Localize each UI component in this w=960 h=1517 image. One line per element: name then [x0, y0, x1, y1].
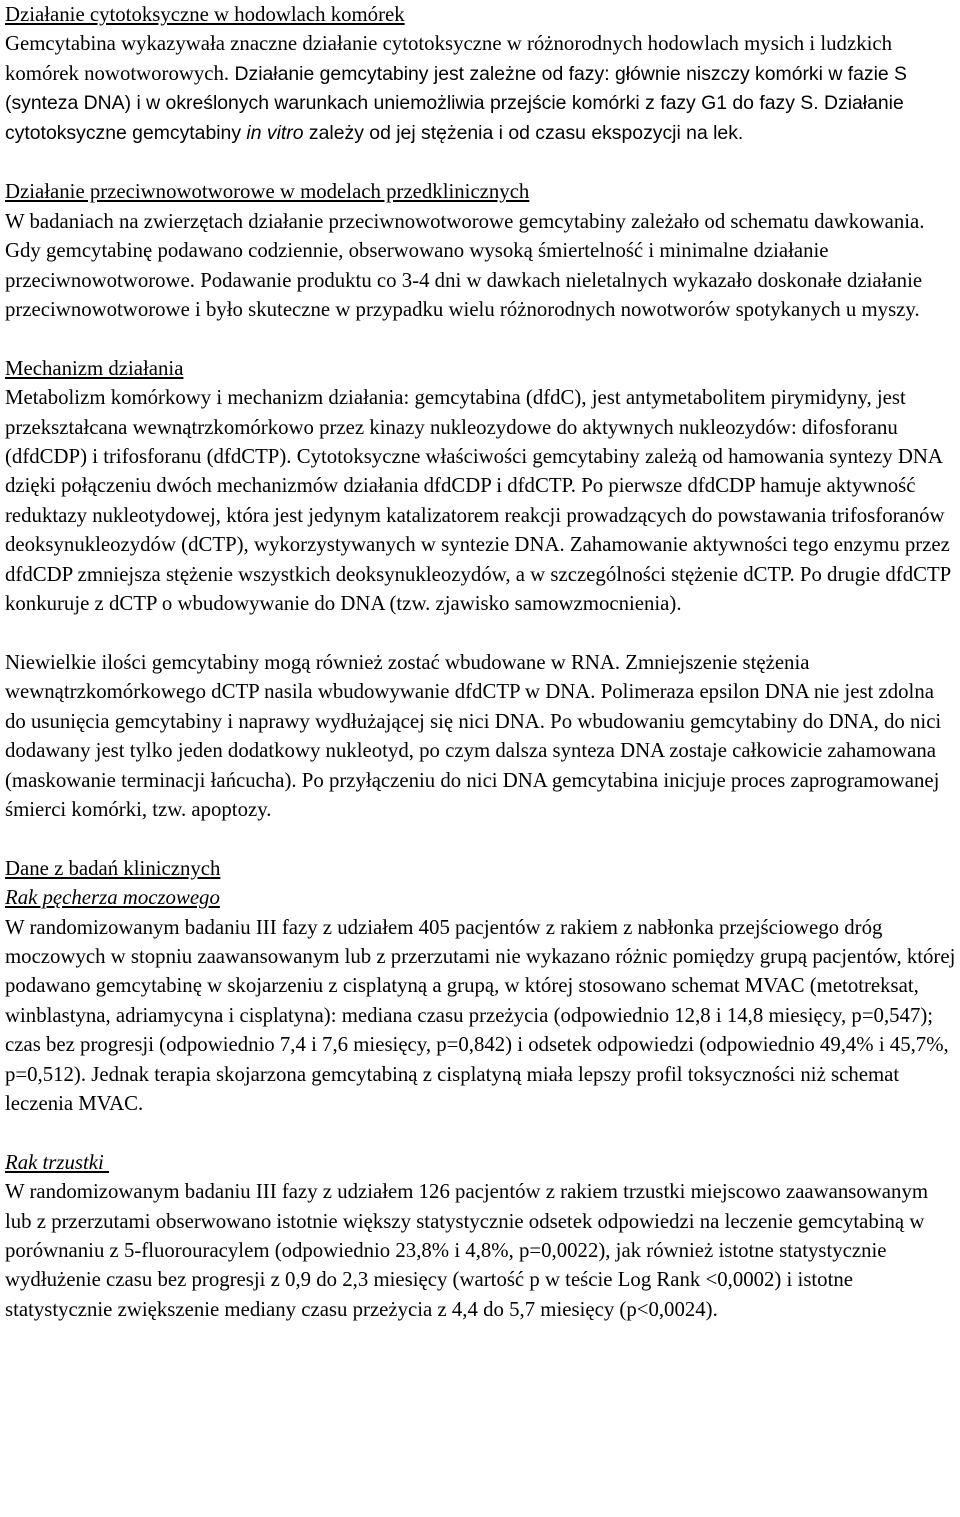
cytotoxic-text-serif: Gemcytabina wykazywała znaczne działanie cytotoksyczne w różnorodnych hodowlach mysich i ludzkich komórek nowotworowych.: [5, 32, 892, 85]
paragraph-mechanism-1: Metabolizm komórkowy i mechanizm działania: gemcytabina (dfdC), jest antymetabolitem pirymidyny, jest przekształcana wewnątrzkomórkowo przez kinazy nukleozydowe do aktywnych nukleozydów: difosforanu (dfdCDP) i trifosforanu (dfdCTP). Cytotoksyczne właściwości gemcytabiny zależą od hamowania syntezy DNA dzięki połączeniu dwóch mechanizmów działania dfdCDP i dfdCTP. Po pierwsze dfdCDP hamuje aktywność reduktazy nukleotydowej, która jest jedynym katalizatorem reakcji prowadzących do powstawania trifosforanów deoksynukleozydów (dCTP), wykorzystywanych w syntezie DNA. Zahamowanie aktywności tego enzymu przez dfdCDP zmniejsza stężenie wszystkich deoksynukleozydów, a w szczególności stężenie dCTP. Po drugie dfdCTP konkuruje z dCTP o wbudowywanie do DNA (tzw. zjawisko samowzmocnienia).: [5, 386, 951, 616]
spacer: [5, 1118, 957, 1147]
section-heading-mechanism: Mechanizm działania: [5, 356, 184, 380]
paragraph-mechanism-2: Niewielkie ilości gemcytabiny mogą również zostać wbudowane w RNA. Zmniejszenie stężenia wewnątrzkomórkowego dCTP nasila wbudowywanie dfdCTP w DNA. Polimeraza epsilon DNA nie jest zdolna do usunięcia gemcytabiny i naprawy wydłużającej się nici DNA. Po wbudowaniu gemcytabiny do DNA, do nici dodawany jest tylko jeden dodatkowy nukleotyd, po czym dalsza synteza DNA zostaje całkowicie zahamowana (maskowanie terminacji łańcucha). Po przyłączeniu do nici DNA gemcytabina inicjuje proces zaprogramowanej śmierci komórki, tzw. apoptozy.: [5, 650, 942, 821]
section-heading-clinical: Dane z badań klinicznych: [5, 856, 221, 880]
section-heading-cytotoxic: Działanie cytotoksyczne w hodowlach komórek: [5, 3, 405, 26]
section-heading-antitumor: Działanie przeciwnowotworowe w modelach przedklinicznych: [5, 180, 530, 204]
spacer: [5, 324, 957, 353]
cytotoxic-text-end: zależy od jej stężenia i od czasu ekspozycji na lek.: [303, 121, 744, 144]
subheading-bladder: Rak pęcherza moczowego: [5, 886, 220, 910]
subheading-pancreas: Rak trzustki: [5, 1150, 109, 1174]
cytotoxic-text-sans: Działanie gemcytabiny jest zależne od fazy: głównie niszczy komórki w fazie S (synteza DNA) i w określonych warunkach uniemożliwia przejście komórki z fazy G1 do fazy S. Działanie cytotoksyczne gemcytabiny: [5, 62, 907, 144]
paragraph-bladder: W randomizowanym badaniu III fazy z udziałem 405 pacjentów z rakiem z nabłonka przejściowego dróg moczowych w stopniu zaawansowanym lub z przerzutami nie wykazano różnic pomiędzy grupą pacjentów, której podawano gemcytabinę w skojarzeniu z cisplatyną a grupą, w której stosowano schemat MVAC (metotreksat, winblastyna, adriamycyna i cisplatyna): mediana czasu przeżycia (odpowiednio 12,8 i 14,8 miesięcy, p=0,547); czas bez progresji (odpowiednio 7,4 i 7,6 miesięcy, p=0,842) i odsetek odpowiedzi (odpowiednio 49,4% i 45,7%, p=0,512). Jednak terapia skojarzona gemcytabiną z cisplatyną miała lepszy profil toksyczności niż schemat leczenia MVAC.: [5, 915, 956, 1115]
paragraph-pancreas: W randomizowanym badaniu III fazy z udziałem 126 pacjentów z rakiem trzustki miejscowo zaawansowanym lub z przerzutami obserwowano istotnie większy statystycznie odsetek odpowiedzi na leczenie gemcytabiną w porównaniu z 5-fluorouracylem (odpowiednio 23,8% i 4,8%, p=0,0022), jak również istotne statystycznie wydłużenie czasu bez progresji z 0,9 do 2,3 miesięcy (wartość p w teście Log Rank <0,0002) i istotne statystycznie zwiększenie mediany czasu przeżycia z 4,4 do 5,7 miesięcy (p<0,0024).: [5, 1180, 929, 1321]
spacer: [5, 619, 957, 648]
in-vitro-italic: in vitro: [246, 121, 304, 144]
paragraph-cytotoxic: [5, 29, 957, 148]
spacer: [5, 148, 957, 177]
spacer: [5, 824, 957, 853]
document-page: [5, 0, 957, 1324]
paragraph-antitumor: W badaniach na zwierzętach działanie przeciwnowotworowe gemcytabiny zależało od schematu dawkowania. Gdy gemcytabinę podawano codziennie, obserwowano wysoką śmiertelność i minimalne działanie przeciwnowotworowe. Podawanie produktu co 3-4 dni w dawkach nieletalnych wykazało doskonałe działanie przeciwnowotworowe i było skuteczne w przypadku wielu różnorodnych nowotworów spotykanych u myszy.: [5, 209, 925, 322]
